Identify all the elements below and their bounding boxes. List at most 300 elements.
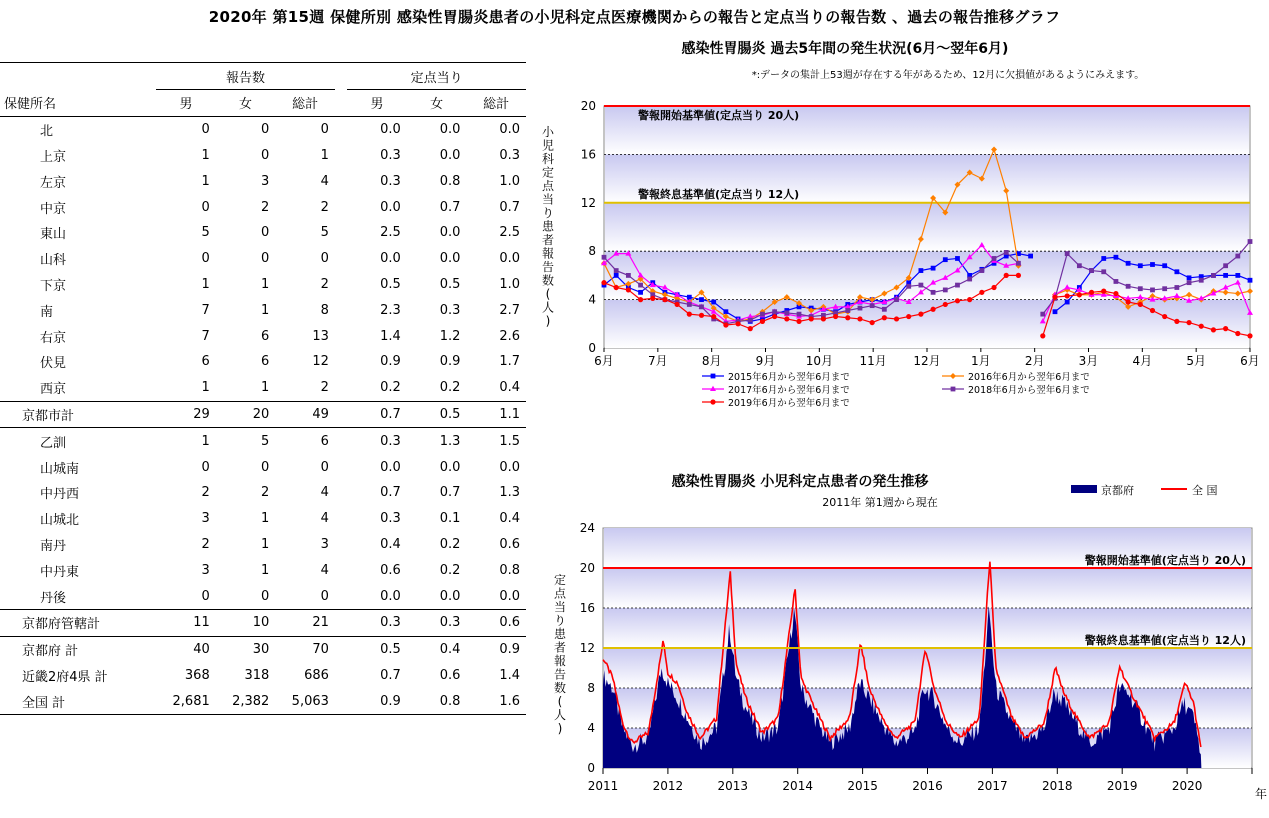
row-value: 0.5 — [380, 276, 401, 292]
row-value: 4 — [320, 562, 329, 578]
row-value: 0.7 — [439, 199, 461, 215]
data-point — [1126, 284, 1131, 289]
row-value: 0.6 — [466, 609, 526, 636]
x-tick-label: 2015 — [847, 779, 878, 793]
x-tick-label: 4月 — [1132, 354, 1153, 368]
table-row — [0, 454, 526, 480]
data-point — [784, 316, 789, 321]
row-value: 0.0 — [380, 199, 401, 215]
row-value: 0 — [216, 116, 276, 142]
row-value: 0.4 — [499, 380, 520, 396]
y-axis-label-char: 人 — [541, 300, 555, 315]
row-value: 8 — [320, 302, 329, 318]
data-point — [992, 256, 997, 261]
data-point — [1247, 333, 1252, 338]
data-point — [1113, 291, 1118, 296]
legend-label: 2018年6月から翌年6月まで — [968, 385, 1090, 396]
row-value: 0.0 — [439, 588, 461, 604]
data-point — [845, 308, 850, 313]
table-row — [0, 532, 526, 558]
row-value: 1 — [261, 511, 270, 527]
data-point — [1101, 269, 1106, 274]
y-axis-label-char: り — [541, 206, 555, 220]
y-axis-label-char: 定 — [553, 573, 567, 587]
row-value: 1 — [201, 433, 210, 449]
legend-label: 2015年6月から翌年6月まで — [728, 372, 850, 383]
column-header-total: 総計 — [292, 97, 319, 113]
row-value: 1 — [201, 147, 210, 163]
data-point — [1065, 300, 1070, 305]
legend-marker — [950, 373, 956, 379]
table-row — [0, 194, 526, 220]
report-table — [0, 62, 526, 715]
data-point — [1150, 262, 1155, 267]
row-value: 7 — [201, 302, 210, 318]
x-tick-label: 2012 — [652, 779, 684, 793]
row-value: 1.1 — [466, 401, 526, 428]
data-point — [1053, 309, 1058, 314]
data-point — [1248, 239, 1253, 244]
legend-label: 全 国 — [1192, 484, 1218, 497]
data-point — [1174, 319, 1179, 324]
chart-subtitle: 2011年 第1週から現在 — [822, 496, 938, 509]
data-point — [735, 321, 740, 326]
data-point — [943, 257, 948, 262]
y-tick-label: 4 — [588, 292, 596, 307]
data-point — [1089, 268, 1094, 273]
row-value: 0.7 — [499, 199, 520, 215]
row-value: 1 — [320, 147, 329, 163]
data-point — [1235, 331, 1240, 336]
legend-label: 2016年6月から翌年6月まで — [968, 372, 1090, 383]
y-axis-label-char: 定 — [541, 165, 555, 180]
row-value: 1.3 — [499, 485, 520, 501]
row-value: 1 — [261, 562, 270, 578]
row-value: 0.3 — [347, 609, 407, 636]
row-value: 4 — [320, 173, 329, 189]
row-name: 近畿2府4県 計 — [22, 669, 108, 685]
row-value: 5,063 — [275, 688, 335, 714]
x-tick-label: 6月 — [594, 354, 614, 368]
row-name: 山科 — [40, 253, 67, 269]
data-point — [894, 297, 899, 302]
data-point — [1174, 285, 1179, 290]
row-value: 0 — [261, 225, 270, 241]
row-name: 西京 — [40, 382, 67, 398]
data-point — [882, 315, 887, 320]
data-point — [1114, 255, 1119, 260]
data-point — [1223, 326, 1228, 331]
data-point — [919, 268, 924, 273]
y-axis-label-char: 報 — [553, 654, 567, 668]
row-value: 0.5 — [380, 642, 401, 658]
data-point — [1223, 263, 1228, 268]
data-point — [918, 312, 923, 317]
row-value: 2 — [201, 536, 210, 552]
data-point — [711, 314, 716, 319]
table-row — [0, 401, 526, 428]
data-point — [1162, 263, 1167, 268]
x-tick-label: 2017 — [977, 779, 1008, 793]
row-value: 0 — [261, 588, 270, 604]
row-value: 3 — [261, 173, 270, 189]
y-axis-label-char: 数 — [553, 681, 567, 695]
data-point — [626, 273, 631, 278]
row-name: 京都市計 — [0, 401, 156, 428]
data-point — [1040, 333, 1045, 338]
row-value: 5 — [261, 433, 270, 449]
y-axis-label-char: 告 — [541, 260, 555, 274]
data-point — [797, 312, 802, 317]
x-tick-label: 2019 — [1106, 779, 1138, 793]
data-point — [1016, 261, 1021, 266]
row-value: 0.0 — [380, 459, 401, 475]
chart-title: 感染性胃腸炎 過去5年間の発生状況(6月～翌年6月) — [681, 41, 1009, 57]
row-name: 京都府管轄計 — [0, 609, 156, 636]
y-axis-label-char: 患 — [553, 627, 567, 641]
row-value: 0.2 — [439, 562, 461, 578]
x-tick-label: 9月 — [755, 354, 776, 368]
group-header-per-site: 定点当り — [347, 63, 526, 90]
group-header-reports: 報告数 — [156, 63, 335, 90]
row-value: 1.0 — [499, 276, 520, 292]
y-axis-label — [554, 573, 567, 736]
row-value: 0 — [201, 459, 210, 475]
y-tick-label: 20 — [579, 561, 595, 575]
data-point — [955, 256, 960, 261]
threshold-label: 警報開始基準値(定点当り 20人) — [1084, 554, 1246, 567]
row-value: 12 — [312, 354, 329, 370]
data-point — [748, 318, 753, 323]
row-value: 4 — [320, 511, 329, 527]
x-tick-label: 2018 — [1042, 779, 1073, 793]
data-point — [1138, 263, 1143, 268]
plot-band — [604, 648, 1251, 688]
data-point — [1223, 273, 1228, 278]
row-value: 0.0 — [439, 459, 461, 475]
y-tick-label: 16 — [580, 147, 596, 162]
y-tick-label: 0 — [588, 341, 596, 355]
row-name: 山城南 — [40, 461, 80, 477]
row-value: 0.6 — [380, 562, 401, 578]
data-point — [626, 287, 631, 292]
data-point — [833, 314, 838, 319]
table-row — [0, 116, 526, 142]
row-value: 0.4 — [439, 642, 461, 658]
data-point — [1187, 275, 1192, 280]
row-name: 左京 — [40, 175, 67, 191]
data-point — [1016, 273, 1021, 278]
row-value: 0.1 — [439, 511, 461, 527]
data-point — [1138, 302, 1143, 307]
data-point — [699, 297, 704, 302]
row-value: 1.5 — [499, 433, 520, 449]
data-point — [894, 316, 899, 321]
data-point — [1162, 286, 1167, 291]
y-axis-label-char: ) — [545, 314, 551, 328]
x-tick-label: 11月 — [859, 354, 887, 368]
row-value: 0.0 — [499, 588, 520, 604]
row-name: 乙訓 — [40, 435, 67, 451]
legend-label: 京都府 — [1101, 484, 1134, 497]
chart-note: *:データの集計上53週が存在する年があるため、12月に欠損値があるようにみえます。 — [751, 70, 1145, 81]
data-point — [1235, 273, 1240, 278]
table-row — [0, 220, 526, 246]
data-point — [991, 285, 996, 290]
table-row — [0, 428, 526, 454]
row-value: 0 — [156, 116, 216, 142]
row-value: 6 — [201, 354, 210, 370]
row-value: 0.8 — [499, 562, 520, 578]
table-row — [0, 323, 526, 349]
row-value: 0 — [320, 459, 329, 475]
row-value: 1 — [261, 380, 270, 396]
row-value: 0 — [201, 588, 210, 604]
row-value: 20 — [216, 401, 276, 428]
row-name: 山城北 — [40, 513, 80, 529]
row-value: 0.5 — [439, 276, 461, 292]
y-axis-label-char: ( — [545, 287, 551, 301]
row-value: 0.6 — [439, 667, 461, 683]
row-name: 中京 — [40, 201, 67, 217]
row-value: 0.0 — [380, 251, 401, 267]
table-row — [0, 557, 526, 583]
row-value: 1 — [201, 380, 210, 396]
row-value: 6 — [320, 433, 329, 449]
y-tick-label: 16 — [579, 601, 595, 615]
row-value: 0.5 — [407, 401, 467, 428]
row-value: 0.3 — [499, 147, 520, 163]
data-point — [931, 290, 936, 295]
data-point — [772, 309, 777, 314]
y-tick-label: 0 — [587, 761, 595, 775]
row-value: 0.2 — [439, 380, 461, 396]
x-tick-label: 2013 — [717, 779, 749, 793]
row-value: 1.0 — [499, 173, 520, 189]
legend-marker — [951, 387, 956, 392]
y-tick-label: 24 — [579, 521, 595, 535]
data-point — [809, 316, 814, 321]
row-value: 1 — [261, 302, 270, 318]
data-point — [1040, 312, 1045, 317]
trend-chart — [530, 466, 1269, 818]
row-value: 0.8 — [439, 173, 461, 189]
row-value: 7 — [201, 328, 210, 344]
x-tick-label: 2011 — [587, 779, 619, 793]
data-point — [1235, 254, 1240, 259]
column-header-female-per: 女 — [430, 97, 444, 113]
row-name: 中丹西 — [40, 487, 80, 503]
row-value: 0.0 — [439, 225, 461, 241]
data-point — [870, 303, 875, 308]
data-point — [1186, 320, 1191, 325]
data-point — [772, 314, 777, 319]
row-value: 2 — [261, 485, 270, 501]
row-value: 0.2 — [439, 536, 461, 552]
table-row — [0, 688, 526, 714]
x-tick-label: 8月 — [701, 354, 722, 368]
y-axis-label-char: 者 — [541, 233, 555, 247]
data-point — [614, 268, 619, 273]
data-point — [1187, 280, 1192, 285]
data-point — [675, 302, 680, 307]
data-point — [1101, 256, 1106, 261]
row-name: 東山 — [40, 227, 67, 243]
row-value: 0.7 — [347, 401, 407, 428]
data-point — [638, 283, 643, 288]
row-name: 下京 — [40, 278, 67, 294]
y-tick-label: 8 — [588, 244, 596, 259]
row-value: 1.6 — [466, 688, 526, 714]
x-tick-label: 6月 — [1240, 354, 1260, 368]
row-value: 70 — [312, 642, 329, 658]
row-value: 0.9 — [380, 354, 401, 370]
column-header-male: 男 — [179, 97, 193, 113]
table-column-header — [0, 90, 526, 117]
row-value: 0 — [201, 251, 210, 267]
row-value: 2 — [320, 380, 329, 396]
data-point — [882, 307, 887, 312]
data-point — [1126, 261, 1131, 266]
x-tick-label: 3月 — [1078, 354, 1099, 368]
data-point — [858, 306, 863, 311]
data-point — [1150, 288, 1155, 293]
table-row — [0, 506, 526, 532]
data-point — [638, 290, 643, 295]
data-point — [845, 315, 850, 320]
row-value: 0.3 — [407, 609, 467, 636]
row-value: 5 — [320, 225, 329, 241]
row-value: 2.7 — [499, 302, 520, 318]
data-point — [723, 322, 728, 327]
data-point — [979, 290, 984, 295]
row-value: 0.4 — [499, 511, 520, 527]
data-point — [1065, 251, 1070, 256]
y-tick-label: 4 — [587, 721, 595, 735]
table-row — [0, 349, 526, 375]
data-point — [1126, 299, 1131, 304]
threshold-label: 警報開始基準値(定点当り 20人) — [638, 109, 800, 122]
row-name: 右京 — [40, 330, 67, 346]
data-point — [1089, 290, 1094, 295]
row-value: 1 — [201, 173, 210, 189]
row-value: 2,681 — [156, 688, 216, 714]
data-point — [638, 297, 643, 302]
y-axis-label-char: 当 — [553, 600, 567, 614]
data-point — [955, 298, 960, 303]
row-value: 2.3 — [380, 302, 401, 318]
data-point — [943, 288, 948, 293]
row-value: 2.5 — [380, 225, 401, 241]
data-point — [1004, 250, 1009, 255]
y-tick-label: 20 — [580, 99, 596, 113]
row-value: 0.0 — [347, 116, 407, 142]
column-header-name: 保健所名 — [4, 97, 57, 113]
data-point — [1199, 324, 1204, 329]
data-point — [1004, 273, 1009, 278]
row-value: 1 — [201, 276, 210, 292]
x-tick-label: 10月 — [805, 354, 833, 368]
column-header-total-per: 総計 — [483, 97, 510, 113]
row-value: 5 — [201, 225, 210, 241]
x-tick-label: 2020 — [1171, 779, 1203, 793]
row-value: 0.0 — [407, 116, 467, 142]
row-value: 0.9 — [499, 642, 520, 658]
data-point — [614, 285, 619, 290]
row-name: 南 — [40, 304, 54, 320]
row-value: 0.7 — [380, 485, 401, 501]
row-value: 0 — [201, 199, 210, 215]
data-point — [1211, 327, 1216, 332]
y-axis-label-char: 当 — [541, 192, 555, 207]
data-point — [723, 309, 728, 314]
y-axis-label-char: 者 — [553, 640, 567, 655]
data-point — [699, 313, 704, 318]
row-name: 中丹東 — [40, 564, 80, 580]
y-axis-label-char: ) — [557, 721, 563, 736]
threshold-label: 警報終息基準値(定点当り 12人) — [638, 187, 800, 201]
row-value: 0 — [261, 251, 270, 267]
row-value: 1.7 — [499, 354, 520, 370]
data-point — [1101, 289, 1106, 294]
row-value: 0.7 — [439, 485, 461, 501]
data-point — [1065, 293, 1070, 298]
data-point — [1248, 278, 1253, 283]
x-tick-label: 2014 — [782, 779, 813, 793]
row-value: 0 — [320, 251, 329, 267]
y-axis-label-char: 児 — [541, 138, 555, 153]
row-value: 2 — [261, 199, 270, 215]
column-header-female: 女 — [239, 97, 253, 113]
legend-label: 2019年6月から翌年6月まで — [728, 398, 850, 409]
data-point — [1028, 254, 1033, 259]
row-value: 368 — [184, 667, 210, 683]
data-point — [784, 311, 789, 316]
row-value: 10 — [216, 609, 276, 636]
row-value: 21 — [275, 609, 335, 636]
row-value: 0.3 — [439, 302, 461, 318]
chart-title: 感染性胃腸炎 小児科定点患者の発生推移 — [671, 474, 929, 490]
row-value: 0.3 — [380, 433, 401, 449]
data-point — [1077, 292, 1082, 297]
row-value: 4 — [320, 485, 329, 501]
x-tick-label: 2月 — [1024, 354, 1045, 368]
data-point — [1114, 279, 1119, 284]
legend-marker — [711, 374, 716, 379]
data-point — [699, 304, 704, 309]
y-axis-label-char: 患 — [541, 219, 555, 234]
row-value: 0.9 — [439, 354, 461, 370]
row-value: 0.4 — [380, 536, 401, 552]
row-name: 上京 — [40, 149, 67, 165]
x-tick-label: 5月 — [1186, 354, 1206, 368]
y-axis-label-char: ( — [557, 694, 563, 709]
row-value: 11 — [156, 609, 216, 636]
row-value: 0 — [261, 147, 270, 163]
row-value: 0 — [320, 588, 329, 604]
data-point — [748, 326, 753, 331]
row-value: 318 — [244, 667, 270, 683]
five-year-chart — [530, 36, 1269, 416]
data-point — [1162, 314, 1167, 319]
row-value: 2 — [320, 276, 329, 292]
x-axis-label: 年 — [1254, 787, 1268, 801]
table-row — [0, 609, 526, 636]
row-value: 2 — [201, 485, 210, 501]
data-point — [930, 307, 935, 312]
row-value: 1.2 — [439, 328, 461, 344]
row-value: 3 — [201, 511, 210, 527]
